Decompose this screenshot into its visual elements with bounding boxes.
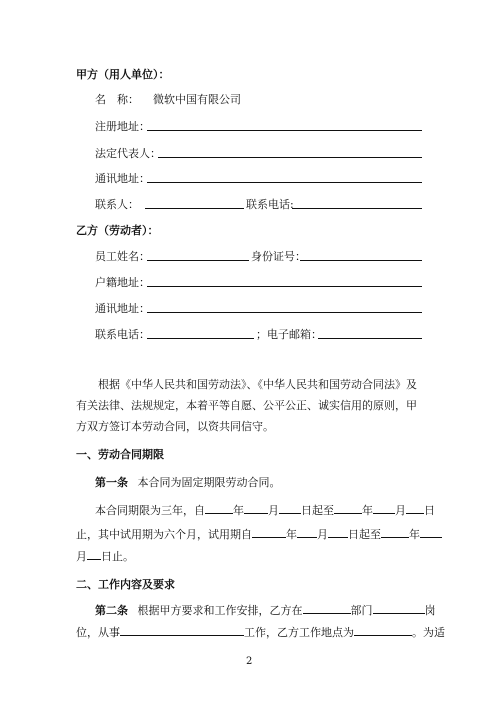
month-label: 月 [395, 504, 406, 517]
party-a-name-label: 名 称： [95, 93, 139, 106]
party-a-contact-field[interactable] [145, 208, 244, 209]
party-a-mail-address-field[interactable] [147, 182, 422, 183]
party-a-phone-field[interactable] [292, 208, 422, 209]
probation-start-month-field[interactable] [297, 526, 317, 538]
term-start-month-field[interactable] [244, 502, 268, 514]
article-1-line [95, 474, 281, 490]
party-b-mail-address-field[interactable] [147, 312, 422, 313]
term-end-month-field[interactable] [373, 502, 395, 514]
party-a-contact-label: 联系人： [95, 198, 139, 211]
work-location-label: 工作，乙方工作地点为 [244, 626, 354, 639]
section-1-heading: 一、劳动合同期限 [76, 448, 164, 461]
probation-end-day-field[interactable] [87, 548, 101, 560]
party-a-mail-address-label: 通讯地址： [95, 172, 150, 185]
term-start-year-field[interactable] [205, 502, 233, 514]
term-end-year-field[interactable] [334, 502, 362, 514]
party-b-phone-label: 联系电话： [95, 328, 150, 341]
day-label: 日 [424, 504, 435, 517]
probation-end-month-field-overflow[interactable] [420, 526, 442, 538]
section-2-heading: 二、工作内容及要求 [76, 578, 175, 591]
year-label: 年 [233, 504, 244, 517]
month-label: 月 [317, 528, 328, 541]
party-b-email-label: ；电子邮箱： [256, 328, 322, 341]
term-intro: 本合同期限为三年，自 [95, 504, 205, 517]
article-1-text: 本合同为固定期限劳动合同。 [137, 476, 281, 489]
year-label: 年 [362, 504, 373, 517]
probation-end-year-field[interactable] [381, 526, 409, 538]
page-number: 2 [246, 656, 253, 667]
party-b-household-field[interactable] [147, 286, 422, 287]
term-line [95, 502, 435, 518]
month-label: 月 [76, 550, 87, 563]
party-b-mail-address-label: 通讯地址： [95, 302, 150, 315]
year-label: 年 [409, 528, 420, 541]
post-label: 岗 [424, 604, 436, 617]
probation-start-year-field[interactable] [252, 526, 286, 538]
article-2-line-1 [95, 602, 436, 618]
party-a-reg-address-label: 注册地址： [95, 120, 150, 133]
party-a-reg-address-field[interactable] [147, 130, 422, 131]
party-b-id-field[interactable] [300, 260, 422, 261]
end-stop-label: 日止。 [101, 550, 134, 563]
party-b-name-field[interactable] [147, 260, 249, 261]
party-a-legal-rep-label: 法定代表人： [95, 147, 161, 160]
department-field[interactable] [303, 602, 351, 614]
party-b-name-label: 员工姓名： [95, 250, 150, 263]
party-b-heading: 乙方（劳动者）： [76, 224, 159, 237]
line-tail: 。为适 [412, 626, 445, 639]
probation-intro: 止，其中试用期为六个月，试用期自 [76, 528, 252, 541]
party-a-legal-rep-field[interactable] [158, 157, 422, 158]
term-end-day-field[interactable] [406, 502, 424, 514]
post-field[interactable] [373, 602, 425, 614]
work-field[interactable] [120, 624, 244, 636]
day-from-label: 日起至 [301, 504, 334, 517]
party-b-phone-field[interactable] [147, 338, 254, 339]
work-location-field[interactable] [354, 624, 412, 636]
probation-line [76, 526, 442, 542]
party-b-household-label: 户籍地址： [95, 276, 150, 289]
party-a-name-value: 微软中国有限公司 [153, 93, 241, 106]
month-label: 月 [268, 504, 279, 517]
party-a-heading: 甲方（用人单位）： [76, 68, 170, 81]
day-from-label: 日起至 [348, 528, 381, 541]
article-1-label: 第一条 [95, 476, 128, 489]
work-intro: 位，从事 [76, 626, 120, 639]
department-label: 部门 [350, 604, 373, 617]
intro-paragraph: 根据《中华人民共和国劳动法》、《中华人民共和国劳动合同法》及有关法律、法规规定，本着平等自愿、公平公正、诚实信用的原则，甲方双方签订本劳动合同，以资共同信守。 [76, 378, 417, 433]
probation-start-day-field[interactable] [328, 526, 348, 538]
party-b-id-label: 身份证号： [251, 250, 306, 263]
year-label: 年 [286, 528, 297, 541]
party-b-email-field[interactable] [318, 338, 422, 339]
party-a-phone-label: 联系电话: [246, 198, 294, 211]
probation-end-line [76, 548, 134, 564]
term-start-day-field[interactable] [279, 502, 301, 514]
article-2-label: 第二条 [95, 604, 128, 617]
article-2-intro: 根据甲方要求和工作安排，乙方在 [137, 604, 303, 617]
article-2-line-2 [76, 624, 445, 640]
